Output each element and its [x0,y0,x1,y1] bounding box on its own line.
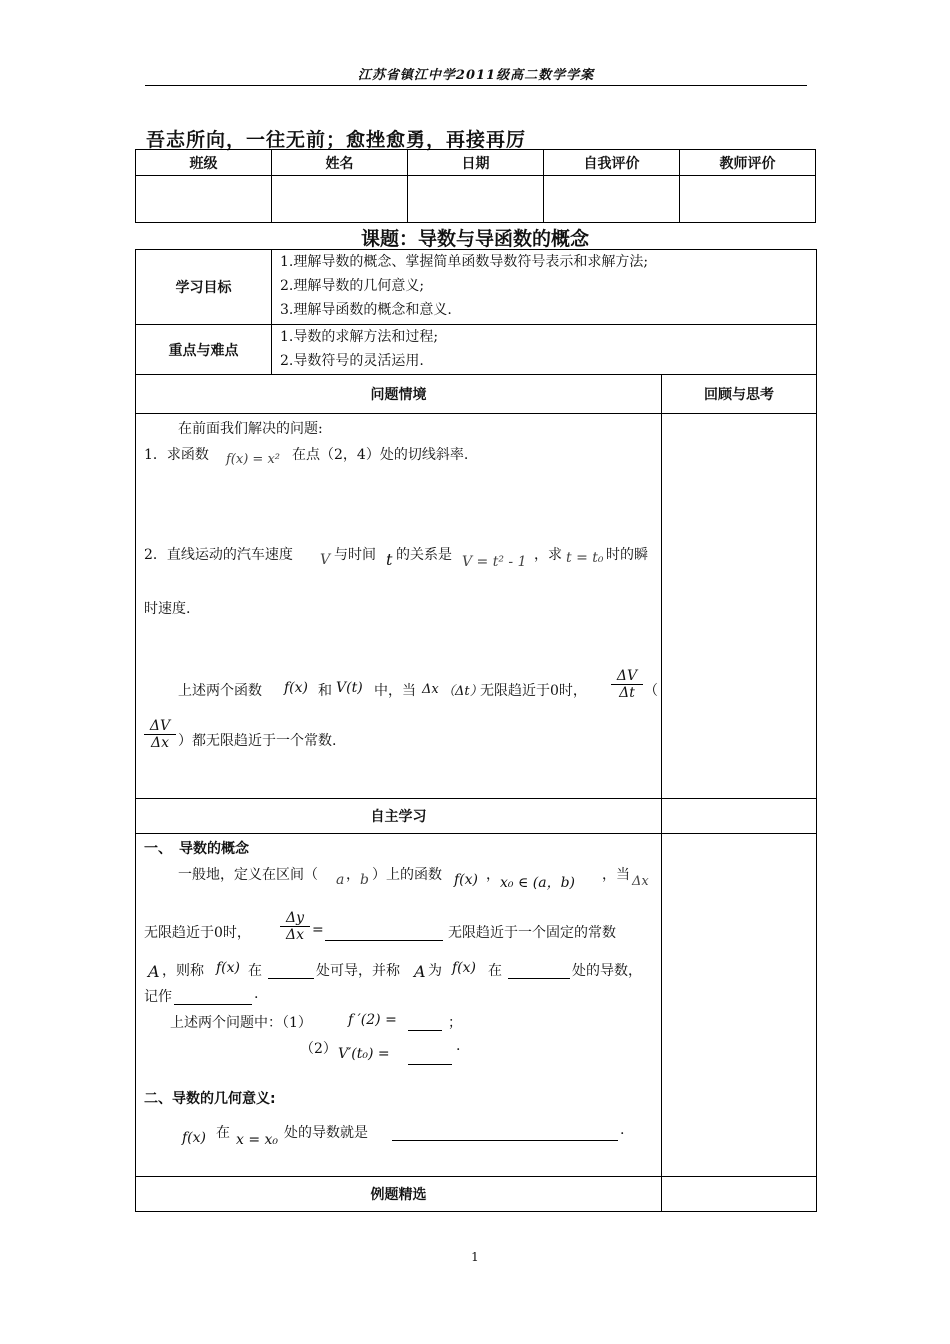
p1-comma: ， [346,867,360,883]
page-number: 1 [471,1250,479,1264]
fill-blank-point[interactable] [268,962,314,979]
p5-derivative: f ′(2) = [348,1012,397,1028]
header-class: 班级 [136,150,272,176]
p1-fx: f(x) [454,872,479,888]
p3-A-2: A [414,962,426,981]
part1-title: 一、 导数的概念 [144,841,249,857]
student-info-table [135,149,816,223]
p3-fx-2: f(x) [452,960,477,976]
teacher-eval-cell[interactable] [680,176,816,223]
fill-blank-limit[interactable] [325,924,443,941]
p1-x0-interval: x₀ ∈ (a，b) [500,875,576,891]
p7-fx: f(x) [182,1130,207,1146]
goal-item: 2.理解导数的几何意义; [280,278,425,294]
goal-item: 3.理解导函数的概念和意义. [280,302,452,318]
fraction-dv-dx [144,718,176,751]
header-name: 姓名 [272,150,408,176]
q2-rel: 的关系是 [396,547,452,563]
summary-fx: f(x) [284,680,309,696]
problem-section-body [136,414,662,799]
q2-v-symbol: V [320,552,331,568]
key-point-item: 1.导数的求解方法和过程; [280,329,439,345]
p3-text-f: 处的导数， [572,963,642,979]
main-table [135,374,817,1212]
p7-x-eq: x = x₀ [236,1132,279,1148]
q2-condition: t = t₀ [566,550,604,566]
self-study-notes-cell[interactable] [662,834,817,1177]
p5-end: ； [448,1015,462,1031]
fill-blank-f-prime[interactable] [408,1014,442,1031]
summary-and: 和 [318,683,332,699]
summary-vt: V(t) [336,680,363,696]
q1-suffix: 在点（2，4）处的切线斜率. [292,447,469,463]
header-divider [145,85,807,86]
p6-text: （2） [300,1041,337,1057]
problem-section-title: 问题情境 [136,375,662,414]
key-points-label: 重点与难点 [136,325,272,375]
p1-var-a: a [336,872,345,888]
p1-var-b: b [360,872,369,888]
fill-blank-v-prime[interactable] [408,1048,452,1065]
name-cell[interactable] [272,176,408,223]
goal-item: 1.理解导数的概念、掌握简单函数导数符号表示和求解方法; [280,254,649,270]
q1-prefix: 1．求函数 [144,447,209,463]
goals-list [272,250,817,325]
self-study-body [136,834,662,1177]
review-column-title: 回顾与思考 [662,375,817,414]
q2-seek: ，求 [534,547,562,563]
q2-prefix: 2．直线运动的汽车速度 [144,547,293,563]
fraction-dy-dx [280,910,310,943]
p1-text-d: ，当 [602,867,630,883]
summary-text-3: 无限趋近于0时， [480,683,587,699]
p6-end: . [456,1038,461,1054]
fraction-denominator: Δt [619,685,635,701]
fill-blank-notation[interactable] [174,988,252,1005]
q2-mid: 与时间 [334,547,376,563]
examples-side-cell [662,1177,817,1212]
fraction-numerator: Δy [280,910,310,927]
motto: 吾志所向，一往无前；愈挫愈勇，再接再厉 [146,129,527,151]
header-title: 江苏省镇江中学2011级高二数学学案 [357,68,595,83]
q1-formula: f(x) = x² [226,452,280,467]
p6-derivative: V′(t₀) = [338,1046,390,1062]
p5-text: 上述两个问题中：（1） [170,1015,312,1031]
summary-text-1: 上述两个函数 [178,683,262,699]
key-points-list [272,325,817,375]
q2-continuation: 时速度. [144,601,191,617]
fraction-numerator: ΔV [144,718,176,735]
q2-end: 时的瞬 [606,547,648,563]
header-teacher-eval: 教师评价 [680,150,816,176]
p7-end: . [620,1122,625,1138]
examples-title: 例题精选 [136,1177,662,1212]
fill-blank-geometric-meaning[interactable] [392,1124,618,1141]
summary-text-4: ）都无限趋近于一个常数. [178,733,337,749]
fraction-dv-dt [611,668,643,701]
summary-text-2: 中，当 [374,683,416,699]
summary-paren-open: （ [644,683,658,699]
p4-text: 记作 [144,989,172,1005]
p2-text-b: 无限趋近于一个固定的常数 [448,925,616,941]
p2-equals: = [312,922,324,938]
p1-dx: Δx [632,874,649,889]
p3-text-b: 在 [248,963,262,979]
review-notes-cell[interactable] [662,414,817,799]
p2-text-a: 无限趋近于0时， [144,925,251,941]
fraction-numerator: ΔV [611,668,643,685]
p3-fx: f(x) [216,960,241,976]
p3-text-e: 在 [488,963,502,979]
self-study-side-cell [662,799,817,834]
p3-A: A [148,962,160,981]
p4-end: . [254,986,259,1002]
part2-title: 二、导数的几何意义: [144,1091,276,1107]
p1-text-c: ， [486,867,500,883]
goals-label: 学习目标 [136,250,272,325]
p3-text-c: 处可导，并称 [316,963,400,979]
fill-blank-derivative-point[interactable] [508,962,570,979]
p3-text-d: 为 [428,963,442,979]
summary-dt: （Δt） [442,684,483,699]
p1-text-b: ）上的函数 [372,867,442,883]
q2-t-symbol: t [386,550,393,569]
q2-formula: V = t² - 1 [462,554,527,570]
p1-text-a: 一般地，定义在区间（ [178,867,318,883]
p7-text-a: 在 [216,1125,230,1141]
key-point-item: 2.导数符号的灵活运用. [280,353,424,369]
goals-table [135,249,817,375]
date-cell[interactable] [408,176,544,223]
lesson-title: 课题：导数与导函数的概念 [360,228,589,250]
class-cell[interactable] [136,176,272,223]
self-study-title: 自主学习 [136,799,662,834]
summary-dx: Δx [422,682,439,697]
p7-text-b: 处的导数就是 [284,1125,368,1141]
self-eval-cell[interactable] [544,176,680,223]
fraction-denominator: Δx [285,927,304,943]
header-self-eval: 自我评价 [544,150,680,176]
problem-intro: 在前面我们解决的问题: [178,421,323,437]
header-date: 日期 [408,150,544,176]
p3-text-a: ，则称 [162,963,204,979]
fraction-denominator: Δx [150,735,169,751]
